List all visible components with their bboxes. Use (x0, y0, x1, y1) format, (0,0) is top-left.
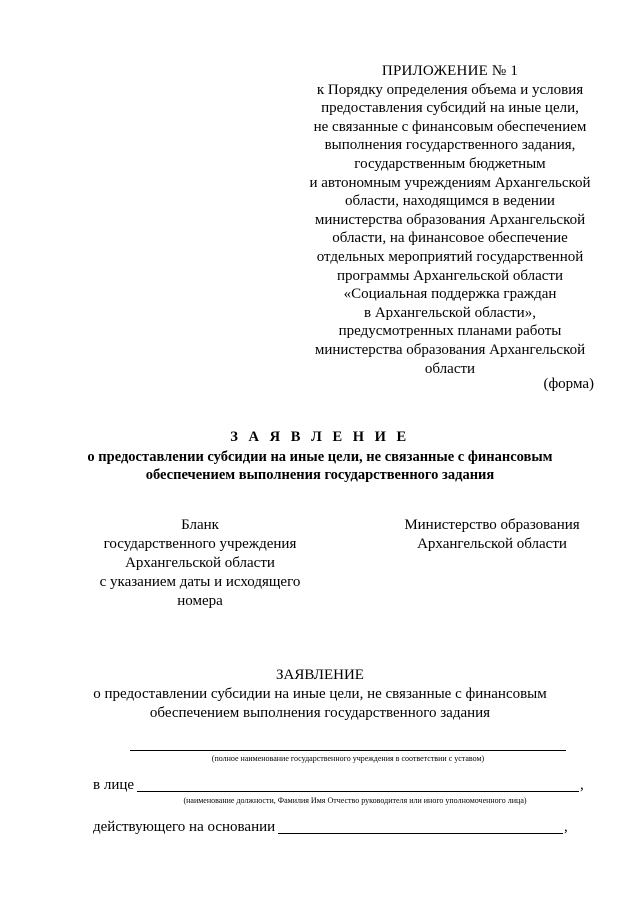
appendix-line: области (424, 360, 476, 377)
appendix-line: области, находящимся в ведении (345, 193, 555, 210)
appendix-line: «Социальная поддержка граждан (343, 286, 557, 303)
institution-name-caption: (полное наименование государственного учреждения в соответствии с уставом) (211, 754, 485, 763)
statement-title: ЗАЯВЛЕНИЕ (276, 667, 364, 683)
appendix-line: отдельных мероприятий государственной (316, 248, 584, 265)
basis-label: действующего на основании (93, 819, 276, 835)
appendix-header (300, 62, 600, 378)
addressee-line: Архангельской области (417, 536, 567, 552)
form-note: (форма) (543, 376, 594, 392)
subtitle-line: о предоставлении субсидии на иные цели, не связанные с финансовым (87, 449, 553, 465)
institution-name-field[interactable] (130, 750, 566, 751)
addressee (388, 516, 596, 554)
appendix-line: выполнения государственного задания, (324, 137, 576, 154)
letterhead-line: государственного учреждения (103, 536, 297, 552)
appendix-line: области, на финансовое обеспечение (332, 230, 568, 247)
appendix-line: в Архангельской области», (364, 304, 536, 321)
appendix-line: не связанные с финансовым обеспечением (313, 118, 587, 135)
addressee-line: Министерство образования (404, 517, 580, 533)
appendix-line: программы Архангельской области (336, 267, 563, 284)
appendix-title: ПРИЛОЖЕНИЕ № 1 (381, 63, 519, 79)
subtitle-line: обеспечением выполнения государственного задания (145, 467, 495, 483)
representative-field[interactable] (137, 791, 579, 792)
application-subtitle (40, 448, 600, 484)
statement-heading (40, 666, 600, 723)
basis-field[interactable] (278, 833, 563, 834)
appendix-line: министерства образования Архангельской (314, 211, 586, 228)
letterhead-placeholder (80, 516, 320, 611)
letterhead-line: Бланк (181, 517, 219, 533)
representative-caption: (наименование должности, Фамилия Имя Отчество руководителя или иного уполномоченного лица) (183, 796, 527, 805)
application-heading (40, 428, 600, 484)
appendix-line: государственным бюджетным (354, 155, 546, 172)
appendix-line: предусмотренных планами работы (338, 323, 562, 340)
statement-line: о предоставлении субсидии на иные цели, не связанные с финансовым (93, 686, 547, 702)
appendix-line: к Порядку определения объема и условия (316, 81, 584, 98)
appendix-text (300, 81, 600, 379)
field-comma: , (580, 777, 584, 793)
appendix-line: и автономным учреждениям Архангельской (309, 174, 591, 191)
field-comma: , (564, 819, 568, 835)
appendix-line: министерства образования Архангельской (314, 341, 586, 358)
letterhead-line: номера (177, 593, 223, 609)
application-title: З А Я В Л Е Н И Е (230, 429, 410, 445)
represented-label: в лице (93, 777, 135, 793)
letterhead-line: с указанием даты и исходящего (99, 574, 301, 590)
statement-line: обеспечением выполнения государственного задания (149, 705, 491, 721)
appendix-line: предоставления субсидий на иные цели, (321, 100, 579, 117)
letterhead-line: Архангельской области (125, 555, 275, 571)
